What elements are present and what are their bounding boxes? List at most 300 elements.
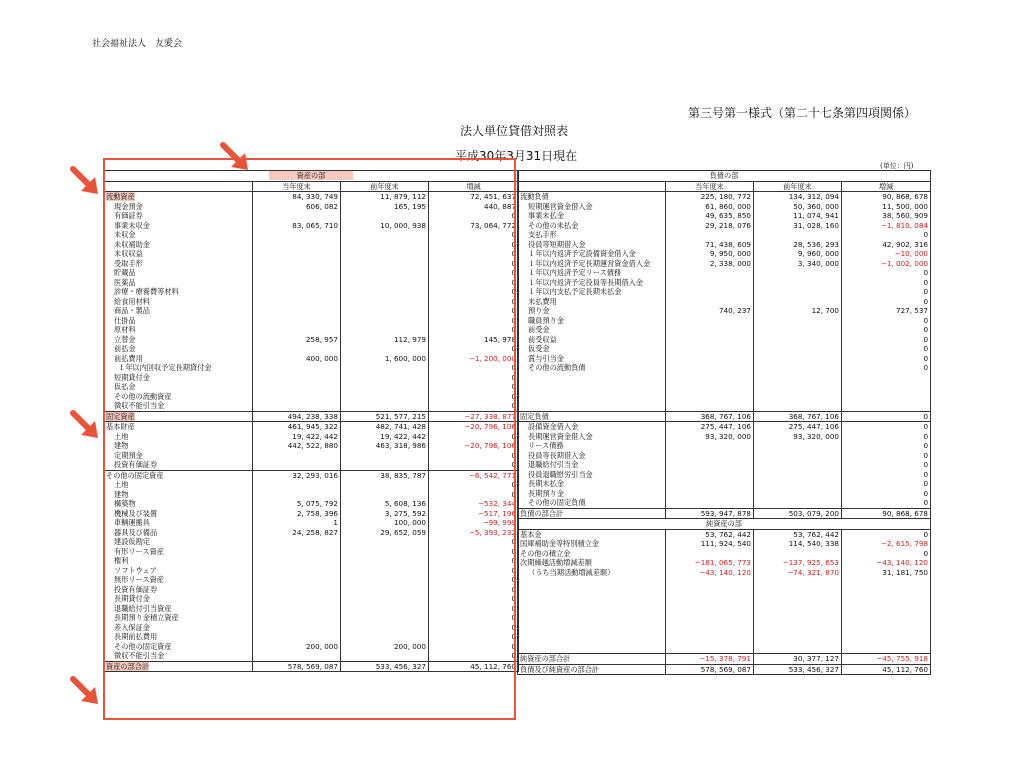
change-value: 0 [429,604,519,614]
row-label-text: その他の未払金 [528,220,579,230]
row-label-text: 前払金 [114,344,136,353]
table-row [518,268,931,278]
blank-cell [842,382,931,392]
row-label [518,479,666,489]
row-label-text: 前払費用 [114,353,143,363]
column-header: 当年度末 [253,181,341,192]
row-label [518,335,666,345]
prior-year-value [754,316,842,326]
change-value: 0 [429,451,519,461]
table-row [518,441,931,451]
blank-cell [666,401,754,411]
blank-row [518,634,931,644]
current-year-value: 71, 438, 609 [666,240,754,250]
change-value: 0 [429,432,519,442]
table-row [518,249,931,259]
row-label-text: 賞与引当金 [528,353,564,363]
table-row [518,664,931,675]
current-year-value [666,344,754,354]
change-value: 0 [842,451,931,461]
blank-row [518,392,931,402]
prior-year-value: 200, 000 [341,642,429,652]
prior-year-value: 53, 762, 442 [754,529,842,539]
prior-year-value: 1, 600, 000 [341,354,429,364]
current-year-value [666,297,754,307]
current-year-value: 461, 945, 322 [253,422,341,432]
change-value: 0 [842,287,931,297]
current-year-value [666,479,754,489]
current-year-value: 593, 947, 878 [666,508,754,519]
row-label-text: 仕掛品 [114,315,136,325]
table-row [518,489,931,499]
table-row [518,325,931,335]
row-label-text: １年以内返済予定長期運営資金借入金 [528,258,651,268]
table-row [518,316,931,326]
blank-cell [754,615,842,625]
row-label-text: 資産の部合計 [106,661,150,671]
blank-cell [666,634,754,644]
current-year-value: 2, 758, 396 [253,509,341,519]
blank-cell [518,596,666,606]
row-label-text: 受取手形 [114,258,143,268]
change-value: 145, 978 [429,335,519,345]
blank-row [518,644,931,654]
blank-row [518,382,931,392]
row-label-text: 有形リース資産 [114,546,164,556]
prior-year-value [754,287,842,297]
current-year-value [666,498,754,508]
prior-year-value: 533, 456, 327 [754,664,842,675]
row-label [518,470,666,480]
change-value: −517, 196 [429,509,519,519]
change-value: 0 [429,211,519,221]
prior-year-value: −137, 925, 653 [754,558,842,568]
row-label-text: 給食用材料 [114,296,150,306]
row-label-text: 固定負債 [520,411,549,421]
current-year-value: −181, 065, 773 [666,558,754,568]
blank-row [518,373,931,383]
current-year-value: 49, 635, 850 [666,211,754,221]
blank-cell [518,625,666,635]
current-year-value: 19, 422, 442 [253,432,341,442]
prior-year-value [754,549,842,559]
arrow-icon [70,676,102,708]
row-label [518,344,666,354]
current-year-value: 9, 950, 000 [666,249,754,259]
change-value: −99, 999 [429,518,519,528]
change-value: 727, 537 [842,306,931,316]
row-label-text: １年以内支払予定長期未払金 [528,287,622,296]
blank-cell [842,606,931,616]
current-year-value: −15, 378, 791 [666,654,754,665]
prior-year-value [754,460,842,470]
current-year-value [666,287,754,297]
prior-year-value: −74, 321, 870 [754,568,842,578]
row-label [518,441,666,451]
blank-cell [518,577,666,587]
change-value: 0 [842,354,931,364]
change-value: 0 [429,373,519,383]
change-value: 72, 451, 637 [429,192,519,202]
section-header-label: 資産の部 [269,171,354,180]
blank-row [518,596,931,606]
row-label-text: 未収金 [114,230,136,239]
row-label [518,278,666,288]
arrow-icon [70,166,102,198]
blank-cell [754,644,842,654]
section-header-row [518,519,931,530]
row-label-text: 差入保証金 [114,622,150,632]
row-label [518,654,666,665]
change-value: 0 [429,642,519,652]
row-label [518,451,666,461]
prior-year-value: 134, 312, 094 [754,192,842,202]
change-value: 0 [429,632,519,642]
table-row [518,335,931,345]
prior-year-value [754,354,842,364]
blank-cell [666,577,754,587]
current-year-value: 83, 065, 710 [253,221,341,231]
prior-year-value: 275, 447, 106 [754,422,842,432]
change-value: 0 [429,566,519,576]
prior-year-value: 11, 074, 941 [754,211,842,221]
prior-year-value [754,441,842,451]
section-header-row [518,171,931,182]
change-value: 0 [842,335,931,345]
change-value: 0 [429,623,519,633]
prior-year-value: 368, 767, 106 [754,411,842,422]
change-value: 0 [429,651,519,661]
prior-year-value [754,344,842,354]
prior-year-value: 3, 275, 592 [341,509,429,519]
prior-year-value: 11, 879, 112 [341,192,429,202]
change-value: 440, 887 [429,202,519,212]
row-label-text: 流動負債 [520,192,549,201]
change-value: 0 [429,325,519,335]
prior-year-value: 114, 540, 338 [754,539,842,549]
change-value: 0 [429,382,519,392]
current-year-value: 53, 762, 442 [666,529,754,539]
change-value: −20, 796, 106 [429,441,519,451]
column-header: 増減 [429,181,519,192]
table-row [518,498,931,508]
arrow-icon [70,410,102,442]
change-value: 0 [842,363,931,373]
change-value: 0 [842,529,931,539]
row-label-text: 構築物 [114,499,136,508]
prior-year-value: 9, 960, 000 [754,249,842,259]
prior-year-value: 112, 979 [341,335,429,345]
row-label [518,489,666,499]
row-label-text: 役員退職慰労引当金 [528,469,593,479]
row-label-text: 貯蔵品 [114,268,136,277]
row-label-text: 預り金 [528,306,550,315]
document-title: 法人単位貸借対照表 [460,124,569,138]
blank-cell [518,644,666,654]
row-label [518,363,666,373]
row-label-text: 退職給付引当資産 [114,603,172,613]
row-label [518,259,666,269]
change-value: −2, 615, 798 [842,539,931,549]
blank-cell [518,634,666,644]
change-value: 0 [429,585,519,595]
table-row [518,460,931,470]
prior-year-value [754,451,842,461]
prior-year-value [754,498,842,508]
row-label [518,221,666,231]
column-header: 増減 [842,181,931,192]
change-value: 0 [842,441,931,451]
current-year-value [666,441,754,451]
table-row [518,549,931,559]
row-label-text: 仮払金 [114,382,136,391]
blank-cell [666,625,754,635]
blank-row [518,615,931,625]
change-value: 0 [842,278,931,288]
table-row [518,230,931,240]
change-value: 0 [429,480,519,490]
row-label-text: 負債の部合計 [520,508,564,518]
unit-label: (単位：円) [880,162,914,170]
blank-cell [666,596,754,606]
prior-year-value: 463, 318, 986 [341,441,429,451]
current-year-value [666,489,754,499]
row-label-text: 原材料 [114,325,136,334]
row-label [518,460,666,470]
change-value: 0 [429,460,519,470]
current-year-value: 32, 293, 016 [253,470,341,480]
change-value: 45, 112, 760 [842,664,931,675]
row-label-text: 商品・製品 [114,306,150,315]
blank-cell [754,382,842,392]
row-label-text: 長期運営資金借入金 [528,431,593,441]
change-value: 0 [842,422,931,432]
blank-cell [518,392,666,402]
change-value: 0 [429,240,519,250]
blank-row [518,401,931,411]
row-label-text: 現金預金 [114,201,143,211]
blank-cell [666,644,754,654]
change-value: 42, 902, 316 [842,240,931,250]
table-row [518,287,931,297]
highlight-frame [103,158,516,720]
current-year-value: 5, 075, 792 [253,499,341,509]
change-value: 0 [429,287,519,297]
current-year-value: 84, 330, 749 [253,192,341,202]
row-label-text: 事業未収金 [114,220,150,230]
prior-year-value: 50, 360, 000 [754,202,842,212]
table-row [518,654,931,665]
row-label [518,192,666,202]
form-number: 第三号第一様式（第二十七条第四項関係） [688,106,917,120]
change-value: 0 [842,432,931,442]
row-label-text: その他の固定負債 [528,498,586,507]
current-year-value: 200, 000 [253,642,341,652]
change-value: 0 [842,498,931,508]
blank-cell [518,373,666,383]
row-label-text: 立替金 [114,334,136,344]
row-label [518,211,666,221]
row-label-text: その他の固定資産 [106,470,164,480]
table-row [518,192,931,202]
row-label [518,249,666,259]
row-label-text: 土地 [114,431,129,441]
prior-year-value [754,470,842,480]
table-row [518,558,931,568]
prior-year-value [754,479,842,489]
blank-cell [754,596,842,606]
current-year-value [666,278,754,288]
row-label-text: 仮受金 [528,344,550,353]
prior-year-value: 10, 000, 938 [341,221,429,231]
table-row [518,240,931,250]
change-value: −10, 000 [842,249,931,259]
blank-cell [842,634,931,644]
current-year-value: −43, 140, 120 [666,568,754,578]
blank-cell [666,606,754,616]
change-value: 0 [842,268,931,278]
current-year-value: 258, 957 [253,335,341,345]
blank-row [518,606,931,616]
blank-cell [518,587,666,597]
blank-cell [842,587,931,597]
current-year-value [666,549,754,559]
row-label-text: １年以内返済予定リース債務 [528,268,622,277]
row-label-text: 無形リース資産 [114,575,164,584]
row-label-text: １年以内返済予定役員等長期借入金 [528,277,644,287]
blank-cell [754,634,842,644]
change-value: 0 [429,537,519,547]
blank-cell [518,401,666,411]
row-label-text: 定期預金 [114,450,143,460]
blank-cell [754,587,842,597]
prior-year-value: 3, 340, 000 [754,259,842,269]
prior-year-value: 12, 700 [754,306,842,316]
row-label-text: 医薬品 [114,277,136,287]
blank-cell [842,401,931,411]
row-label-text: 診療・療養費等材料 [114,287,179,296]
blank-cell [754,373,842,383]
row-label [518,549,666,559]
current-year-value: 400, 000 [253,354,341,364]
change-value: 0 [429,230,519,240]
row-label-text: 前受収益 [528,334,557,344]
row-label-text: 純資産の部合計 [520,654,571,663]
row-label-text: 徴収不能引当金 [114,651,165,660]
row-label-text: その他の固定資産 [114,641,172,651]
prior-year-value: 28, 536, 293 [754,240,842,250]
current-year-value [666,470,754,480]
blank-cell [666,373,754,383]
row-label-text: 建物 [114,489,129,499]
change-value: −1, 200, 000 [429,354,519,364]
blank-cell [842,577,931,587]
section-header: 負債の部 [518,171,931,182]
row-label-text: その他の積立金 [520,548,571,558]
current-year-value [666,363,754,373]
row-label-text: 短期運営資金借入金 [528,201,593,211]
row-label-text: 基本財産 [106,422,135,431]
change-value: −5, 393, 232 [429,528,519,538]
row-label-text: 前受金 [528,325,550,334]
prior-year-value [754,489,842,499]
change-value: 0 [429,316,519,326]
current-year-value [666,460,754,470]
row-label [518,508,666,519]
current-year-value: 494, 238, 338 [253,411,341,422]
change-value: 0 [429,306,519,316]
column-header-row [518,181,931,192]
row-label-text: １年以内返済予定設備資金借入金 [528,249,636,258]
row-label-text: 建物 [114,441,129,450]
table-row [518,451,931,461]
row-label [518,558,666,568]
row-label-text: 徴収不能引当金 [114,401,165,410]
current-year-value [666,268,754,278]
change-value: 0 [429,547,519,557]
table-row [518,529,931,539]
table-row [518,479,931,489]
change-value: 0 [842,489,931,499]
table-row [518,259,931,269]
prior-year-value [754,325,842,335]
change-value: 0 [429,363,519,373]
table-row [518,568,931,578]
row-label-text: 有価証券 [114,211,143,220]
change-value: 0 [429,392,519,402]
current-year-value [666,335,754,345]
blank-cell [754,606,842,616]
current-year-value: 61, 860, 000 [666,202,754,212]
row-label-text: 投資有価証券 [114,584,158,594]
change-value: −1, 002, 000 [842,259,931,269]
blank-cell [754,625,842,635]
blank-cell [666,382,754,392]
blank-row [518,577,931,587]
row-label-text: リース債務 [528,441,564,450]
row-label [518,287,666,297]
prior-year-value: 503, 079, 200 [754,508,842,519]
current-year-value: 578, 569, 087 [253,661,341,672]
row-label [518,422,666,432]
prior-year-value [754,230,842,240]
row-label [518,268,666,278]
prior-year-value: 31, 028, 160 [754,221,842,231]
change-value: −27, 338, 877 [429,411,519,422]
current-year-value [666,451,754,461]
prior-year-value: 5, 608, 136 [341,499,429,509]
table-row [518,422,931,432]
row-label-text: 長期貸付金 [114,594,150,603]
row-label-text: 負債及び純資産の部合計 [520,664,600,674]
prior-year-value: 38, 835, 787 [341,470,429,480]
row-label [518,539,666,549]
row-label-text: その他の流動資産 [114,391,172,401]
column-header: 前年度末 [341,181,429,192]
blank-cell [842,615,931,625]
row-label-text: 建設仮勘定 [114,537,150,546]
change-value: 11, 500, 000 [842,202,931,212]
current-year-value: 368, 767, 106 [666,411,754,422]
change-value: 0 [429,575,519,585]
row-label [518,498,666,508]
row-label-text: 未収補助金 [114,239,150,249]
row-label-text: 長期前払費用 [114,632,158,641]
row-label-text: 役員等短期借入金 [528,239,586,249]
change-value: −45, 755, 918 [842,654,931,665]
row-label-text: 国庫補助金等特別積立金 [520,539,600,548]
change-value: 0 [429,297,519,307]
